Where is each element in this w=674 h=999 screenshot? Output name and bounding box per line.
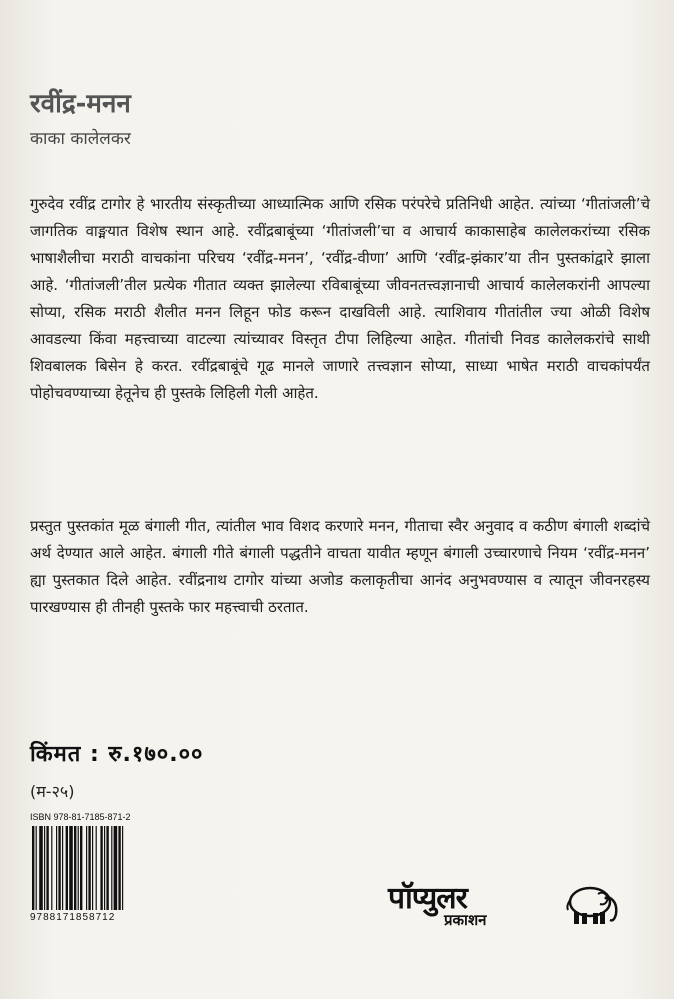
barcode-bar <box>39 826 43 910</box>
barcode-bar <box>80 826 82 910</box>
barcode-bar <box>122 826 123 910</box>
barcode-bar <box>104 826 105 910</box>
barcode-bar <box>56 826 57 910</box>
barcode-bar <box>58 826 60 910</box>
barcode-bar <box>69 826 73 910</box>
barcode-bar <box>100 826 102 910</box>
barcode-bar <box>106 826 108 910</box>
barcode-bar <box>74 826 76 910</box>
barcode-bar <box>44 826 45 910</box>
barcode-bar <box>62 826 63 910</box>
catalog-code: (म-२५) <box>30 782 75 801</box>
publisher-name: पॉप्युलर <box>388 881 467 916</box>
description-paragraph-2: प्रस्तुत पुस्तकांत मूळ बंगाली गीत, त्यांतील भाव विशद करणारे मनन, गीताचा स्वैर अनुवाद व कठीण बंगाली शब्दांचे अर्थ देण्यात आले आहेत. बंगाली गीते बंगाली पद्धतीने वाचता यावीत म्हणून बंगाली उच्चारणाचे नियम ‘रवींद्र-मनन’ ह्या पुस्तकात दिले आहेत. रवींद्रनाथ टागोर यांच्या अजोड कलाकृतीचा आनंद अनुभवण्यास व त्यातून जीवनरहस्य पारखण्यास ही तीनही पुस्तके फार महत्त्वाची ठरतात. <box>30 517 650 616</box>
barcode-bar <box>36 826 37 910</box>
barcode-bar <box>51 826 52 910</box>
author-name: काका कालेलकर <box>30 129 131 149</box>
barcode-bar <box>92 826 93 910</box>
barcode-bar <box>32 826 34 910</box>
publisher-subtitle: प्रकाशन <box>444 911 487 929</box>
barcode-bar <box>86 826 87 910</box>
barcode-number: 9788171858712 <box>30 912 116 923</box>
barcode-bar <box>114 826 118 910</box>
barcode-bar <box>88 826 90 910</box>
isbn-label: ISBN 978-81-7185-871-2 <box>30 812 131 822</box>
price-label: किंमत : रु.१७०.०० <box>30 742 204 767</box>
barcode-bar <box>66 826 68 910</box>
book-title: रवींद्र-मनन <box>30 89 131 119</box>
barcode-bar <box>78 826 79 910</box>
barcode-bar <box>111 826 112 910</box>
barcode <box>30 826 160 910</box>
barcode-bar <box>118 826 120 910</box>
description-paragraph-1: गुरुदेव रवींद्र टागोर हे भारतीय संस्कृतीच्या आध्यात्मिक आणि रसिक परंपरेचे प्रतिनिधी आहेत. त्यांच्या ‘गीतांजली’चे जागतिक वाङ्मयात विशेष स्थान आहे. रवींद्रबाबूंच्या ‘गीतांजली’चा व आचार्य काकासाहेब कालेलकरांच्या रसिक भाषाशैलीचा मराठी वाचकांना परिचय ‘रवींद्र-मनन’, ‘रवींद्र-वीणा’ आणि ‘रवींद्र-झंकार’या तीन पुस्तकांद्वारे झाला आहे. ‘गीतांजली’तील प्रत्येक गीतात व्यक्त झालेल्या रविबाबूंच्या जीवनतत्त्वज्ञानाची आचार्य कालेलकरांनी आपल्या सोप्या, रसिक मराठी शैलीत मनन लिहून फोड करून दाखविली आहे. त्याशिवाय गीतांतील ज्या ओळी विशेष आवडल्या किंवा महत्त्वाच्या वाटल्या त्यांच्यावर विस्तृत टीपा लिहिल्या आहेत. गीतांची निवड कालेलकरांचे साथी शिवबालक बिसेन हे करत. रवींद्रबाबूंचे गूढ मानले जाणारे तत्त्वज्ञान सोप्या, साध्या भाषेत मराठी वाचकांपर्यंत पोहोचवण्याच्या हेतूनेच ही पुस्तके लिहिली गेली आहेत. <box>30 195 650 402</box>
publisher-logo <box>388 876 648 936</box>
barcode-bars <box>30 826 160 910</box>
barcode-bar <box>96 826 97 910</box>
elephant-icon <box>562 880 622 930</box>
barcode-bar <box>46 826 48 910</box>
